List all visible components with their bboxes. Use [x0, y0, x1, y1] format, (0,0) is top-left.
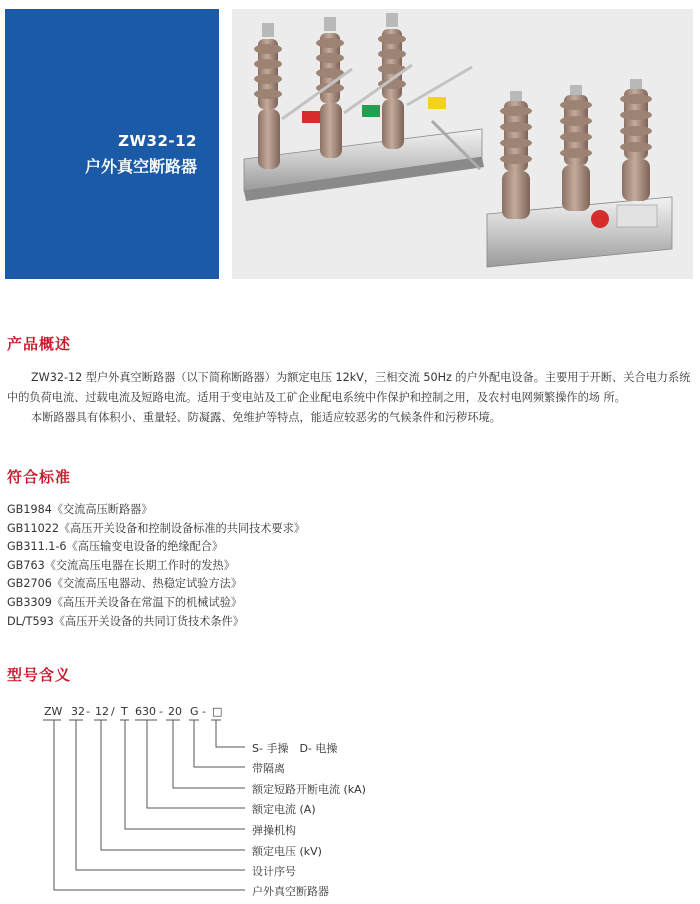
- code-part: -: [159, 705, 163, 718]
- standard-item: GB1984《交流高压断路器》: [7, 503, 153, 516]
- standard-item: GB2706《交流高压电器动、热稳定试验方法》: [7, 577, 243, 591]
- code-explanation: 额定电流 (A): [252, 803, 316, 816]
- model-code-lines: [0, 700, 700, 904]
- code-explanation: 设计序号: [252, 865, 296, 878]
- standard-item: GB3309《高压开关设备在常温下的机械试验》: [7, 595, 243, 609]
- overview-paragraph-1: ZW32-12 型户外真空断路器（以下简称断路器）为额定电压 12kV，三相交流 50Hz 的户外配电设备。主要用于开断、关合电力系统中的负荷电流、过载电流及短路电流。适用于变电站及工矿企业配电系统中作保护和控制之用，及农村电网频繁操作的场 所。: [7, 371, 691, 404]
- model-meaning-title: 型号含义: [7, 666, 72, 684]
- product-photo: [232, 9, 693, 279]
- standards-list: [7, 501, 305, 631]
- code-part: G: [190, 705, 199, 718]
- code-explanation: 额定短路开断电流 (kA): [252, 783, 366, 796]
- code-explanation: 弹操机构: [252, 824, 296, 837]
- standard-item: DL/T593《高压开关设备的共同订货技术条件》: [7, 614, 244, 628]
- code-part: -: [86, 705, 90, 718]
- standard-item: GB11022《高压开关设备和控制设备标准的共同技术要求》: [7, 521, 306, 535]
- banner-model: ZW32-12: [118, 132, 197, 150]
- overview-title: 产品概述: [7, 335, 72, 353]
- code-explanation: S- 手操 D- 电操: [252, 742, 338, 755]
- code-explanation: 带隔离: [252, 762, 285, 775]
- code-part: 32: [71, 705, 85, 718]
- banner-product-name: 户外真空断路器: [84, 157, 197, 176]
- standard-item: GB763《交流高压电器在长期工作时的发热》: [7, 558, 235, 572]
- code-explanation: 额定电压 (kV): [252, 845, 322, 858]
- code-part: 20: [168, 705, 182, 718]
- model-code-diagram: [0, 700, 700, 904]
- code-part: -: [202, 705, 206, 718]
- code-part: ZW: [44, 705, 63, 718]
- code-part: T: [121, 705, 128, 718]
- code-part: /: [111, 705, 115, 718]
- code-part: 12: [95, 705, 109, 718]
- code-part: □: [212, 705, 223, 718]
- overview-paragraph-2: 本断路器具有体积小、重量轻、防凝露、免维护等特点，能适应较恶劣的气候条件和污秽环境。: [31, 411, 501, 424]
- standard-item: GB311.1-6《高压输变电设备的绝缘配合》: [7, 540, 224, 554]
- standards-title: 符合标准: [7, 468, 72, 486]
- breaker-illustration: [487, 79, 672, 267]
- code-explanation: 户外真空断路器: [252, 885, 329, 898]
- breaker-with-isolator-illustration: [244, 13, 484, 201]
- code-part: 630: [135, 705, 156, 718]
- product-banner: [5, 9, 219, 279]
